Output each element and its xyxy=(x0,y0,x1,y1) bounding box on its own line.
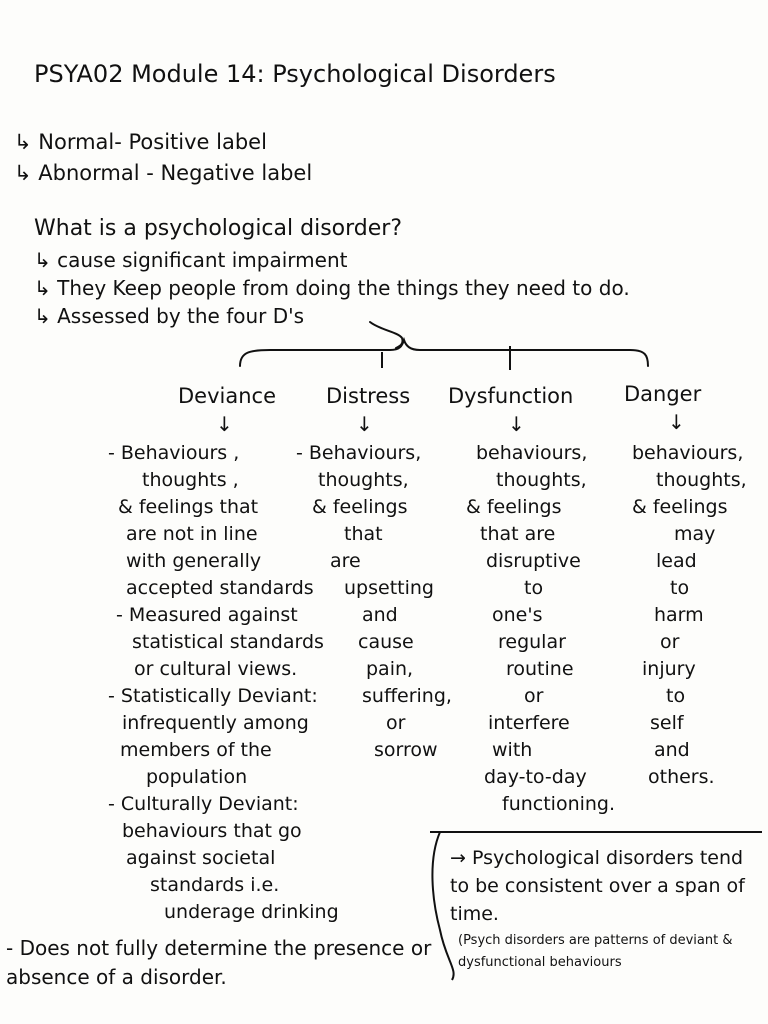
dysfunction-line: thoughts, xyxy=(496,469,587,491)
deviance-line: or cultural views. xyxy=(134,658,298,680)
question-heading: What is a psychological disorder? xyxy=(34,216,402,241)
danger-line: harm xyxy=(654,604,704,626)
deviance-line: behaviours that go xyxy=(122,820,302,842)
danger-line: injury xyxy=(642,658,696,680)
dysfunction-line: one's xyxy=(492,604,543,626)
distress-line: thoughts, xyxy=(318,469,409,491)
deviance-line: - Measured against xyxy=(116,604,298,626)
distress-line: sorrow xyxy=(374,739,438,761)
distress-heading: Distress xyxy=(326,384,411,408)
normal-label-line: ↳ Normal- Positive label xyxy=(14,130,267,154)
dysfunction-line: to xyxy=(524,577,544,599)
distress-arrow: ↓ xyxy=(356,412,373,436)
footer-note-text: - Does not fully determine the presence or absence of a disorder. xyxy=(6,936,432,989)
deviance-arrow: ↓ xyxy=(216,412,233,436)
danger-line: to xyxy=(670,577,690,599)
deviance-line: accepted standards xyxy=(126,577,314,599)
danger-arrow: ↓ xyxy=(668,410,685,434)
distress-line: upsetting xyxy=(344,577,434,599)
distress-line: suffering, xyxy=(362,685,452,707)
distress-line: and xyxy=(362,604,398,626)
dysfunction-arrow: ↓ xyxy=(508,412,525,436)
point-impairment: ↳ cause significant impairment xyxy=(34,248,348,272)
deviance-line: & feelings that xyxy=(118,496,259,518)
point-four-ds: ↳ Assessed by the four D's xyxy=(34,304,305,328)
dysfunction-line: with xyxy=(492,739,533,761)
point-keep-people: ↳ They Keep people from doing the things they need to do. xyxy=(34,276,630,300)
boxed-note-sub: (Psych disorders are patterns of deviant & dysfunctional behaviours xyxy=(458,933,733,970)
dysfunction-line: behaviours, xyxy=(476,442,588,464)
deviance-line: with generally xyxy=(126,550,262,572)
deviance-line: infrequently among xyxy=(122,712,309,734)
distress-line: that xyxy=(344,523,383,545)
deviance-line: statistical standards xyxy=(132,631,324,653)
deviance-heading: Deviance xyxy=(178,384,276,408)
distress-line: pain, xyxy=(366,658,414,680)
dysfunction-line: & feelings xyxy=(466,496,562,518)
boxed-note xyxy=(446,844,762,974)
dysfunction-line: interfere xyxy=(488,712,570,734)
danger-line: or xyxy=(660,631,680,653)
distress-line: cause xyxy=(358,631,414,653)
dysfunction-line: that are xyxy=(480,523,556,545)
dysfunction-line: day-to-day xyxy=(484,766,587,788)
dysfunction-line: disruptive xyxy=(486,550,581,572)
abnormal-label-line: ↳ Abnormal - Negative label xyxy=(14,161,313,185)
danger-line: to xyxy=(666,685,686,707)
deviance-line: - Statistically Deviant: xyxy=(108,685,318,707)
danger-description xyxy=(632,440,747,791)
deviance-line: against societal xyxy=(126,847,276,869)
danger-line: lead xyxy=(656,550,697,572)
danger-line: others. xyxy=(648,766,715,788)
distress-line: - Behaviours, xyxy=(296,442,422,464)
distress-description xyxy=(296,440,452,764)
danger-line: & feelings xyxy=(632,496,728,518)
deviance-line: - Culturally Deviant: xyxy=(108,793,299,815)
danger-line: and xyxy=(654,739,690,761)
deviance-line: underage drinking xyxy=(164,901,339,923)
dysfunction-line: regular xyxy=(498,631,566,653)
distress-line: are xyxy=(330,550,361,572)
danger-line: self xyxy=(650,712,684,734)
deviance-line: members of the xyxy=(120,739,272,761)
danger-heading: Danger xyxy=(624,382,702,406)
deviance-line: thoughts , xyxy=(142,469,239,491)
deviance-line: population xyxy=(146,766,248,788)
deviance-line: standards i.e. xyxy=(150,874,280,896)
deviance-line: - Behaviours , xyxy=(108,442,240,464)
distress-line: & feelings xyxy=(312,496,408,518)
distress-line: or xyxy=(386,712,406,734)
danger-line: may xyxy=(674,523,716,545)
danger-line: thoughts, xyxy=(656,469,747,491)
footer-note xyxy=(6,934,446,992)
dysfunction-line: functioning. xyxy=(502,793,616,815)
dysfunction-heading: Dysfunction xyxy=(448,384,574,408)
dysfunction-line: or xyxy=(524,685,544,707)
boxed-note-main: → Psychological disorders tend to be consistent over a span of time. xyxy=(450,847,745,925)
deviance-line: are not in line xyxy=(126,523,258,545)
page-title: PSYA02 Module 14: Psychological Disorders xyxy=(34,60,556,88)
dysfunction-line: routine xyxy=(506,658,574,680)
danger-line: behaviours, xyxy=(632,442,744,464)
dysfunction-description xyxy=(466,440,615,818)
